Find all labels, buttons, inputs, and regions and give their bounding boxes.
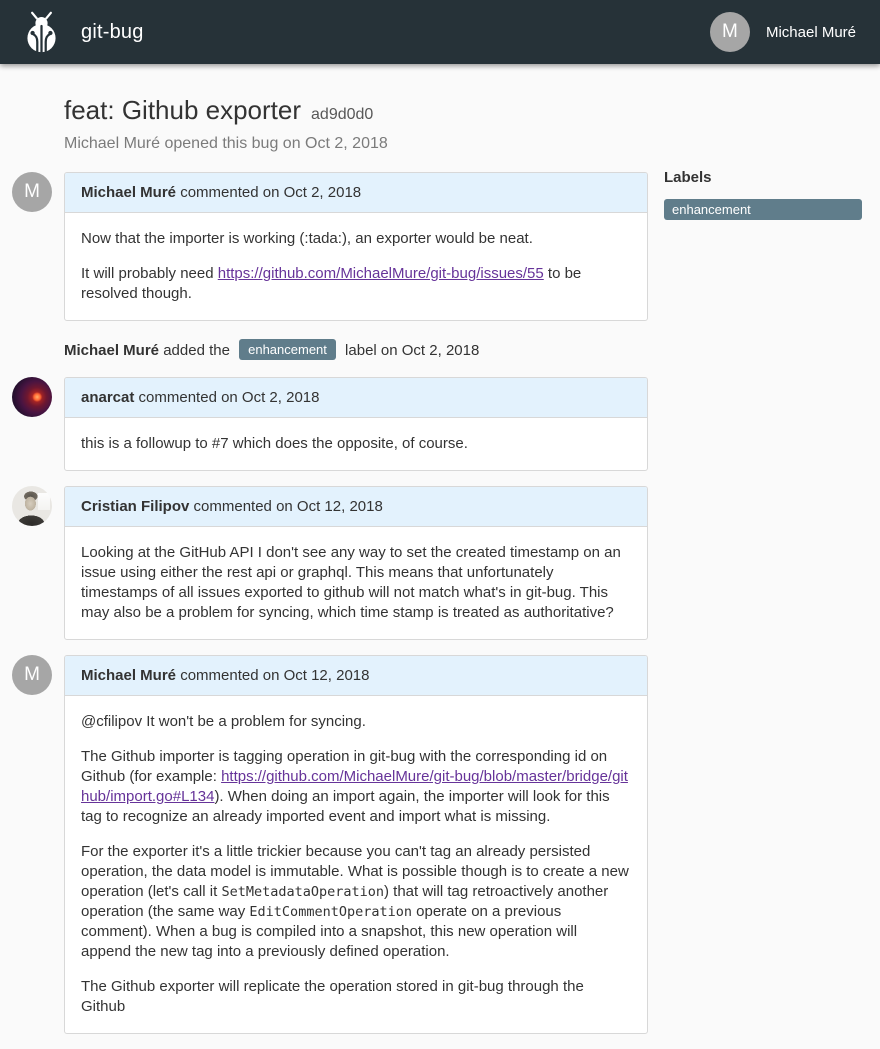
bug-title-block [64, 95, 648, 153]
comment-meta: commented on Oct 2, 2018 [176, 184, 362, 201]
user-avatar [12, 486, 52, 526]
timeline-comment [12, 655, 648, 1034]
comment-link[interactable]: https://github.com/MichaelMure/git-bug/issues/55 [217, 265, 544, 282]
current-user-avatar: M [710, 12, 750, 52]
main-content [0, 64, 880, 1049]
bug-title-text: feat: Github exporter [64, 95, 302, 125]
inline-code: EditCommentOperation [249, 904, 412, 920]
comment-card [64, 486, 648, 640]
comment-author: Cristian Filipov [81, 498, 190, 515]
event-actor: Michael Muré [64, 342, 160, 359]
user-avatar: M [12, 655, 52, 695]
label-chip: enhancement [664, 199, 862, 220]
comment-card [64, 172, 648, 321]
user-avatar: M [12, 172, 52, 212]
user-avatar [12, 377, 52, 417]
comment-paragraph: @cfilipov It won't be a problem for syncing. [81, 713, 366, 730]
page-title [64, 95, 648, 130]
bug-hash: ad9d0d0 [311, 106, 374, 123]
labels-heading: Labels [664, 169, 712, 186]
timeline [12, 172, 648, 1034]
comment-body [65, 696, 647, 1033]
comment-meta: commented on Oct 12, 2018 [176, 667, 370, 684]
comment-author: anarcat [81, 389, 135, 406]
bug-subtitle: Michael Muré opened this bug on Oct 2, 2018 [64, 135, 388, 152]
git-bug-logo-icon[interactable] [18, 9, 64, 55]
sidebar-labels [664, 199, 862, 220]
comment-paragraph: The Github importer is tagging operation in git-bug with the corresponding id on Github (for example: https://github.com/MichaelMure/git-bug/blob/master/bridge/github/import.go#L134). When doing an import again, the importer will look for this tag to recognize an already imported event and import what is missing. [81, 748, 628, 825]
app-title[interactable]: git-bug [81, 20, 144, 43]
timeline-label-event: Michael Muré added the enhancement label on Oct 2, 2018 [64, 339, 648, 360]
comment-body [65, 418, 647, 470]
comment-link[interactable]: https://github.com/MichaelMure/git-bug/blob/master/bridge/github/import.go#L134 [81, 768, 628, 805]
comment-card [64, 655, 648, 1034]
bug-column [12, 95, 648, 1049]
timeline-comment [12, 172, 648, 321]
label-chip: enhancement [239, 339, 336, 360]
app-bar [0, 0, 880, 64]
timeline-comment [12, 486, 648, 640]
comment-paragraph: Now that the importer is working (:tada:), an exporter would be neat. [81, 230, 533, 247]
comment-header [65, 378, 647, 418]
comment-author: Michael Muré [81, 184, 177, 201]
comment-paragraph: For the exporter it's a little trickier because you can't tag an already persisted operation, the data model is immutable. What is possible though is to create a new operation (let's call it SetMetadataOperation) that will tag retroactively another operation (the same way EditCommentOperation operate on a previous comment). When a bug is compiled into a snapshot, this new operation will append the new tag into a previously defined operation. [81, 843, 629, 960]
comment-paragraph: The Github exporter will replicate the operation stored in git-bug through the Github [81, 978, 584, 1015]
comment-header [65, 656, 647, 696]
comment-meta: commented on Oct 12, 2018 [189, 498, 383, 515]
inline-code: SetMetadataOperation [221, 884, 384, 900]
comment-body [65, 527, 647, 639]
comment-body [65, 213, 647, 320]
current-user-name: Michael Muré [765, 23, 856, 41]
comment-header [65, 487, 647, 527]
comment-paragraph: It will probably need https://github.com/MichaelMure/git-bug/issues/55 to be resolved though. [81, 265, 582, 302]
sidebar [664, 169, 862, 1049]
comment-card [64, 377, 648, 471]
comment-paragraph: Looking at the GitHub API I don't see any way to set the created timestamp on an issue using either the rest api or graphql. This means that unfortunately timestamps of all issues exported to github will not match what's in git-bug. This may also be a problem for syncing, which time stamp is treated as authoritative? [81, 544, 621, 621]
timeline-comment [12, 377, 648, 471]
comment-author: Michael Muré [81, 667, 177, 684]
comment-paragraph: this is a followup to #7 which does the opposite, of course. [81, 435, 468, 452]
comment-meta: commented on Oct 2, 2018 [134, 389, 320, 406]
comment-header [65, 173, 647, 213]
